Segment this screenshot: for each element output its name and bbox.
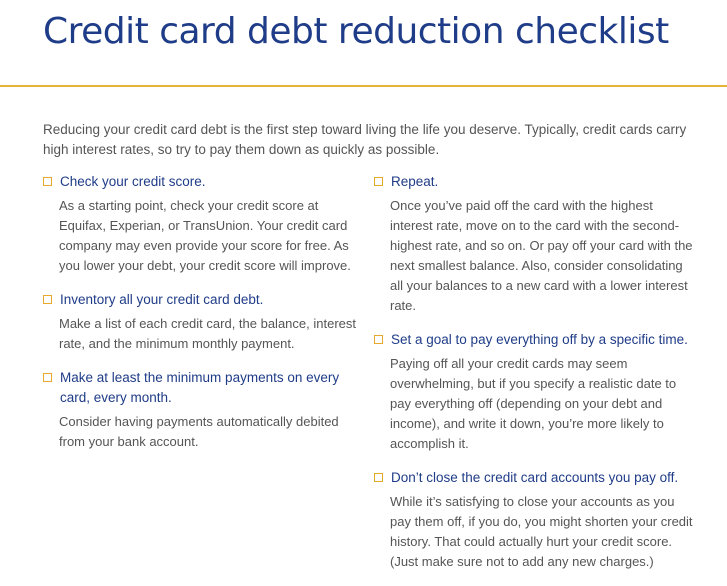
divider <box>0 85 727 87</box>
checklist-item <box>43 172 365 276</box>
checklist-body: Paying off all your credit cards may seem overwhelming, but if you specify a realistic date to pay everything off (depending on your debt and income), and write it down, you’re more likely to accomplish it. <box>390 356 677 451</box>
checklist-heading: Don’t close the credit card accounts you pay off. <box>391 470 679 485</box>
checklist-body: Once you’ve paid off the card with the highest interest rate, move on to the card with the second-highest rate, and so on. Or pay off your card with the next smallest balance. Also, consider consolidating all your balances to a new card with a lower interest rate. <box>390 198 693 313</box>
checklist-body: Make a list of each credit card, the balance, interest rate, and the minimum monthly payment. <box>59 316 356 351</box>
checkbox-icon[interactable] <box>43 295 52 304</box>
checklist-item <box>374 172 699 316</box>
checklist-heading: Inventory all your credit card debt. <box>60 292 264 307</box>
right-column <box>374 172 699 586</box>
checkbox-icon[interactable] <box>43 177 52 186</box>
checklist-item <box>43 368 365 452</box>
intro-paragraph: Reducing your credit card debt is the first step toward living the life you deserve. Typically, credit cards carry high interest rates, so try to pay them down as quickly as possible. <box>43 122 687 157</box>
left-column <box>43 172 365 466</box>
checklist-heading: Set a goal to pay everything off by a specific time. <box>391 332 688 347</box>
checklist-heading: Repeat. <box>391 174 439 189</box>
checklist-heading: Make at least the minimum payments on every card, every month. <box>60 370 340 405</box>
checklist-item <box>43 290 365 354</box>
checklist-heading: Check your credit score. <box>60 174 206 189</box>
checklist-body: As a starting point, check your credit score at Equifax, Experian, or TransUnion. Your credit card company may even provide your score for free. As you lower your debt, your credit score will improve. <box>59 198 351 273</box>
checkbox-icon[interactable] <box>374 473 383 482</box>
checkbox-icon[interactable] <box>374 177 383 186</box>
checklist-item <box>374 468 699 572</box>
checkbox-icon[interactable] <box>374 335 383 344</box>
checklist-body: Consider having payments automatically debited from your bank account. <box>59 414 339 449</box>
checklist-body: While it’s satisfying to close your accounts as you pay them off, if you do, you might shorten your credit history. That could actually hurt your credit score. (Just make sure not to add any new charges.) <box>390 494 693 569</box>
page-title: Credit card debt reduction checklist <box>43 11 669 52</box>
checklist-item <box>374 330 699 454</box>
checkbox-icon[interactable] <box>43 373 52 382</box>
